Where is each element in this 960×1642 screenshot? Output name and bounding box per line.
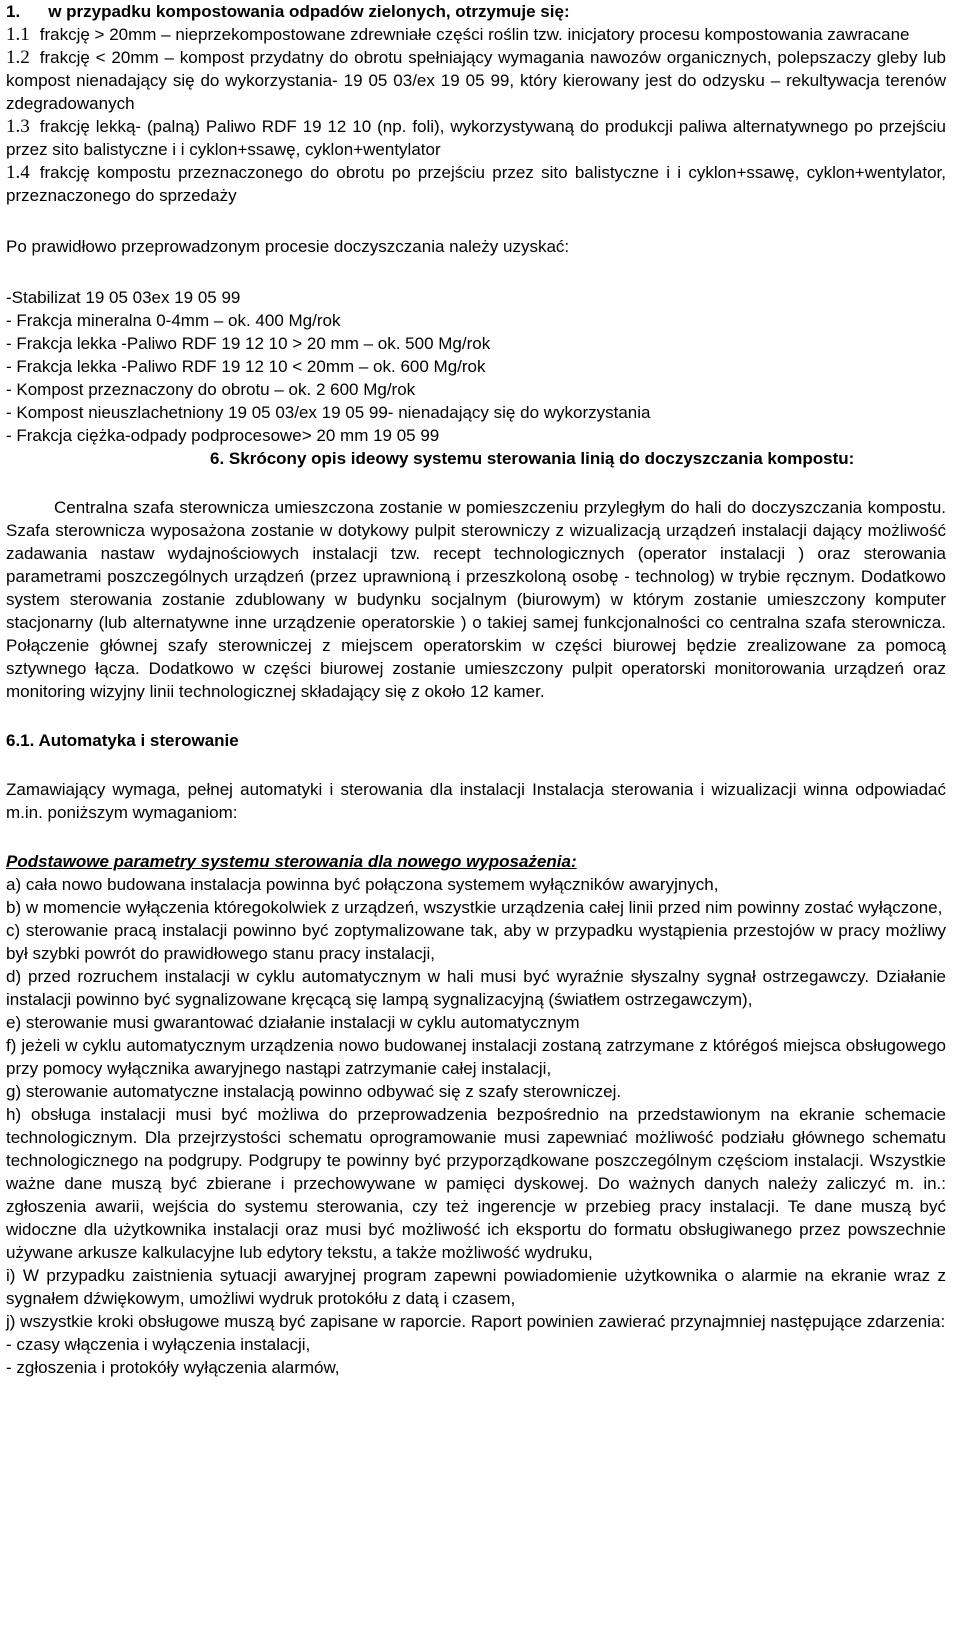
list-item: d) przed rozruchem instalacji w cyklu automatycznym w hali musi być wyraźnie słyszalny sygnał ostrzegawczy. Działanie instalacji powinno być sygnalizowane kręcącą się lampą sygnalizacyjną (światłem ostrzegawczym), (6, 967, 946, 1009)
list-item (6, 46, 946, 115)
list-item: f) jeżeli w cyklu automatycznym urządzenia nowo budowanej instalacji zostaną zatrzymane z którégoś miejsca obsługowego przy pomocy wyłącznika awaryjnego nastąpi zatrzymanie całej instalacji, (6, 1036, 946, 1078)
list-item: e) sterowanie musi gwarantować działanie instalacji w cyklu automatycznym (6, 1013, 580, 1032)
section-1-list (6, 23, 946, 207)
result-line: - Kompost nieuszlachetniony 19 05 03/ex 19 05 99- nienadający się do wykorzystania (6, 403, 651, 422)
list-item (6, 23, 946, 46)
spacer (6, 824, 946, 850)
item-number: 1.3 (6, 116, 30, 137)
section-6-number: 6. (210, 449, 225, 468)
list-item: g) sterowanie automatyczne instalacją powinno odbywać się z szafy sterowniczej. (6, 1082, 622, 1101)
result-line: - Frakcja lekka -Paliwo RDF 19 12 10 < 20mm – ok. 600 Mg/rok (6, 357, 486, 376)
item-text: frakcję < 20mm – kompost przydatny do obrotu spełniający wymagania nawozów organicznych, polepszaczy gleby lub kompost nienadający się do wykorzystania- 19 05 03/ex 19 05 99, który kierowany jest do odzysku – rekultywacja terenów zdegradowanych (6, 48, 946, 113)
section-6-1-intro: Zamawiający wymaga, pełnej automatyki i sterowania dla instalacji Instalacja sterowania i wizualizacji winna odpowiadać m.in. poniższym wymaganiom: (6, 780, 946, 822)
params-list (6, 873, 946, 1379)
result-line: - Frakcja mineralna 0-4mm – ok. 400 Mg/rok (6, 311, 341, 330)
spacer (6, 752, 946, 778)
section-6-1-number: 6.1. (6, 731, 35, 750)
list-item: a) cała nowo budowana instalacja powinna być połączona systemem wyłączników awaryjnych, (6, 875, 719, 894)
item-text: frakcję > 20mm – nieprzekompostowane zdrewniałe części roślin tzw. inicjatory procesu kompostowania zawracane (39, 25, 910, 44)
spacer (6, 703, 946, 729)
section-1-title: w przypadku kompostowania odpadów zielonych, otrzymuje się: (48, 2, 570, 21)
list-item: - czasy włączenia i wyłączenia instalacji, (6, 1335, 311, 1354)
result-list (6, 286, 946, 447)
list-item: j) wszystkie kroki obsługowe muszą być zapisane w raporcie. Raport powinien zawierać przynajmniej następujące zdarzenia: (6, 1312, 946, 1331)
section-1-number: 1. (6, 2, 21, 21)
item-text: frakcję lekką- (palną) Paliwo RDF 19 12 10 (np. foli), wykorzystywaną do produkcji paliwa alternatywnego po przejściu przez sito balistyczne i i cyklon+ssawę, cyklon+wentylator (6, 117, 946, 159)
section-6-1-title: Automatyka i sterowanie (38, 731, 239, 750)
list-item: h) obsługa instalacji musi być możliwa do przeprowadzenia bezpośrednio na przedstawionym na ekranie schemacie technologicznym. Dla przejrzystości schematu oprogramowanie musi zapewniać możliwość podziału głównego schematu technologicznego na podgrupy. Podgrupy te powinny być przyporządkowane poszczególnym częściom instalacji. Wszystkie ważne dane muszą być zbierane i przechowywane w pamięci dyskowej. Do ważnych danych należy zaliczyć m. in.: zgłoszenia awarii, wejścia do systemu sterowania, czy też ingerencje w przebieg pracy instalacji. Te dane muszą być widoczne dla użytkownika instalacji oraz musi być możliwość ich eksportu do formatu obsługiwanego przez powszechnie używane arkusze kalkulacyjne lub edytory tekstu, a także możliwość wydruku, (6, 1105, 946, 1262)
document-page (6, 0, 946, 1379)
item-number: 1.2 (6, 47, 30, 68)
item-number: 1.4 (6, 162, 30, 183)
result-intro: Po prawidłowo przeprowadzonym procesie doczyszczania należy uzyskać: (6, 237, 570, 256)
list-item: - zgłoszenia i protokóły wyłączenia alarmów, (6, 1358, 340, 1377)
spacer (6, 258, 946, 286)
result-line: - Frakcja lekka -Paliwo RDF 19 12 10 > 20 mm – ok. 500 Mg/rok (6, 334, 491, 353)
list-item: c) sterowanie pracą instalacji powinno być zoptymalizowane tak, aby w przypadku wystąpienia przestojów w pracy możliwy był szybki powrót do prawidłowego stanu pracy instalacji, (6, 921, 946, 963)
section-6-body: Centralna szafa sterownicza umieszczona zostanie w pomieszczeniu przyległym do hali do doczyszczania kompostu. Szafa sterownicza wyposażona zostanie w dotykowy pulpit sterowniczy z wizualizacją urządzeń instalacji dający możliwość zadawania nastaw wydajnościowych instalacji tzw. recept technologicznych (operator instalacji ) oraz sterowania parametrami poszczególnych urządzeń (przez uprawnioną i przeszkoloną osobę - technolog) w trybie ręcznym. Dodatkowo system sterowania zostanie zdublowany w budynku socjalnym (biurowym) w którym zostanie umieszczony komputer stacjonarny (lub alternatywne inne urządzenie operatorskie ) o takiej samej funkcjonalności co centralna szafa sterownicza. Połączenie głównej szafy sterowniczej z miejscem operatorskim w części biurowej będzie zrealizowane za pomocą sztywnego łącza. Dodatkowo w części biurowej zostanie umieszczony pulpit operatorski monitorowania urządzeń oraz monitoring wizyjny linii technologicznej składający się z około 12 kamer. (6, 498, 946, 701)
list-item: i) W przypadku zaistnienia sytuacji awaryjnej program zapewni powiadomienie użytkownika o alarmie na ekranie wraz z sygnałem dźwiękowym, umożliwi wydruk protokółu z datą i czasem, (6, 1266, 946, 1308)
item-number: 1.1 (6, 24, 30, 45)
spacer (6, 470, 946, 496)
section-6-title: Skrócony opis ideowy systemu sterowania linią do doczyszczania kompostu: (228, 449, 855, 468)
spacer (6, 207, 946, 235)
list-item: b) w momencie wyłączenia któregokolwiek z urządzeń, wszystkie urządzenia całej linii przed nim powinny zostać wyłączone, (6, 898, 943, 917)
section-1-heading (6, 0, 946, 23)
result-line: - Kompost przeznaczony do obrotu – ok. 2 600 Mg/rok (6, 380, 416, 399)
section-6-heading (6, 447, 946, 470)
params-heading: Podstawowe parametry systemu sterowania dla nowego wyposażenia: (6, 852, 577, 871)
list-item (6, 115, 946, 161)
result-line: -Stabilizat 19 05 03ex 19 05 99 (6, 288, 241, 307)
list-item (6, 161, 946, 207)
section-6-1-heading (6, 729, 946, 752)
result-line: - Frakcja ciężka-odpady podprocesowe> 20 mm 19 05 99 (6, 426, 440, 445)
item-text: frakcję kompostu przeznaczonego do obrotu po przejściu przez sito balistyczne i i cyklon+ssawę, cyklon+wentylator, przeznaczonego do sprzedaży (6, 163, 946, 205)
